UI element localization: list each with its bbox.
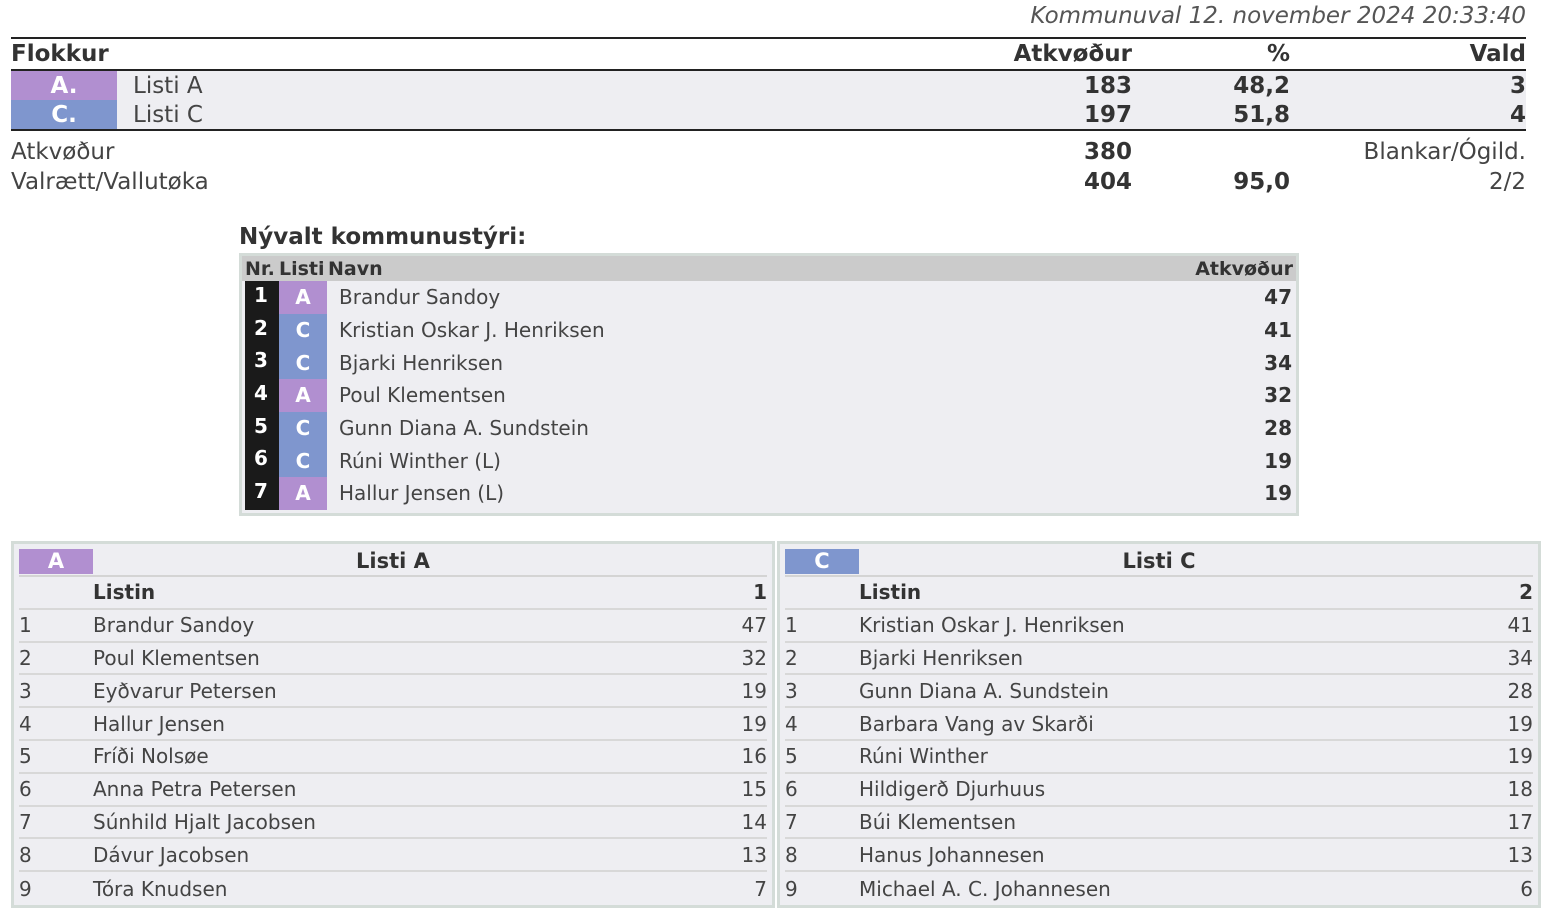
party-row-a [11, 71, 1526, 100]
council-header-name: Navn [328, 257, 383, 280]
candidate-votes: 13 [741, 842, 767, 867]
party-name-a: Listi A [133, 72, 203, 99]
council-row [242, 281, 1296, 314]
council-member-list-badge: A [279, 281, 327, 314]
candidate-votes: 7 [754, 876, 767, 901]
candidate-rank: 6 [19, 777, 32, 802]
total-votes-row [11, 137, 1526, 167]
list-badge: C [785, 549, 859, 574]
council-member-list-badge: C [279, 346, 327, 379]
candidate-votes: 28 [1507, 678, 1533, 703]
party-seats-c: 4 [1509, 101, 1526, 128]
election-timestamp: Kommunuval 12. november 2024 20:33:40 [1030, 3, 1526, 29]
candidate-row [785, 774, 1533, 807]
council-member-nr: 5 [245, 412, 279, 445]
candidate-votes: 41 [1507, 613, 1533, 638]
candidate-votes: 47 [741, 613, 767, 638]
turnout-row [11, 167, 1526, 197]
candidate-row [785, 708, 1533, 741]
candidate-name: Eyðvarur Petersen [93, 678, 277, 703]
candidate-rank: 9 [19, 876, 32, 901]
candidate-name: Tóra Knudsen [93, 876, 228, 901]
results-summary-table [11, 37, 1526, 197]
list-votes-row [785, 577, 1533, 610]
candidate-votes: 19 [741, 711, 767, 736]
candidate-name: Hallur Jensen [93, 711, 225, 736]
council-member-votes: 47 [1264, 285, 1292, 310]
candidate-list-c [777, 541, 1541, 908]
list-title: Listi C [1122, 549, 1196, 573]
header-votes: Atkvøður [1013, 41, 1132, 67]
list-votes-label: Listin [93, 580, 156, 605]
candidate-rank: 8 [785, 842, 798, 867]
council-member-votes: 32 [1264, 383, 1292, 408]
candidate-votes: 32 [741, 645, 767, 670]
candidate-row [785, 741, 1533, 774]
list-badge: A [19, 549, 93, 574]
party-seats-a: 3 [1509, 72, 1526, 99]
candidate-votes: 19 [1507, 711, 1533, 736]
party-row-c [11, 100, 1526, 129]
candidate-row [785, 872, 1533, 905]
council-member-list-badge: A [279, 477, 327, 510]
council-row [242, 379, 1296, 412]
council-row [242, 346, 1296, 379]
candidate-row [785, 839, 1533, 872]
party-badge-c: C. [11, 100, 117, 129]
candidate-row [19, 839, 767, 872]
council-member-name: Gunn Diana A. Sundstein [339, 416, 589, 441]
council-member-name: Poul Klementsen [339, 383, 506, 408]
council-member-nr: 3 [245, 346, 279, 379]
list-header [19, 547, 767, 577]
candidate-row [19, 643, 767, 676]
candidate-row [785, 675, 1533, 708]
candidate-votes: 17 [1507, 809, 1533, 834]
council-member-nr: 4 [245, 379, 279, 412]
council-table [239, 253, 1299, 516]
party-votes-a: 183 [1083, 72, 1132, 99]
council-member-list-badge: C [279, 412, 327, 445]
council-member-name: Brandur Sandoy [339, 285, 501, 310]
candidate-rank: 1 [785, 613, 798, 638]
candidate-rank: 6 [785, 777, 798, 802]
list-votes-value: 1 [753, 580, 767, 605]
candidate-rank: 7 [19, 809, 32, 834]
council-member-nr: 1 [245, 281, 279, 314]
candidate-row [19, 807, 767, 840]
candidate-row [785, 807, 1533, 840]
candidate-name: Kristian Oskar J. Henriksen [859, 613, 1125, 638]
turnout-percent: 95,0 [1233, 169, 1290, 195]
party-badge-a: A. [11, 71, 117, 100]
candidate-row [19, 708, 767, 741]
candidate-votes: 34 [1507, 645, 1533, 670]
candidate-votes: 15 [741, 777, 767, 802]
candidate-row [19, 610, 767, 643]
candidate-votes: 13 [1507, 842, 1533, 867]
candidate-rank: 2 [19, 645, 32, 670]
list-header [785, 547, 1533, 577]
council-member-votes: 34 [1264, 350, 1292, 375]
candidate-name: Búi Klementsen [859, 809, 1016, 834]
candidate-name: Hildigerð Djurhuus [859, 777, 1046, 802]
candidate-votes: 16 [741, 744, 767, 769]
candidate-name: Fríði Nolsøe [93, 744, 209, 769]
candidate-rank: 7 [785, 809, 798, 834]
list-votes-value: 2 [1519, 580, 1533, 605]
candidate-rank: 5 [19, 744, 32, 769]
candidate-rank: 3 [19, 678, 32, 703]
candidate-name: Michael A. C. Johannesen [859, 876, 1111, 901]
party-percent-a: 48,2 [1233, 72, 1290, 99]
candidate-rank: 4 [785, 711, 798, 736]
list-title: Listi A [356, 549, 430, 573]
council-row [242, 314, 1296, 347]
candidate-votes: 19 [1507, 744, 1533, 769]
party-votes-c: 197 [1083, 101, 1132, 128]
candidate-row [19, 675, 767, 708]
candidate-row [19, 741, 767, 774]
council-member-nr: 6 [245, 444, 279, 477]
council-member-nr: 2 [245, 314, 279, 347]
list-votes-label: Listin [859, 580, 922, 605]
candidate-rank: 2 [785, 645, 798, 670]
candidate-votes: 18 [1507, 777, 1533, 802]
candidate-lists [11, 541, 1541, 908]
council-member-list-badge: C [279, 314, 327, 347]
list-votes-row [19, 577, 767, 610]
candidate-name: Súnhild Hjalt Jacobsen [93, 809, 316, 834]
candidate-name: Hanus Johannesen [859, 842, 1045, 867]
candidate-row [19, 872, 767, 905]
council-member-votes: 41 [1264, 318, 1292, 343]
candidate-name: Anna Petra Petersen [93, 777, 297, 802]
candidate-name: Barbara Vang av Skarði [859, 711, 1094, 736]
council-member-votes: 19 [1264, 481, 1292, 506]
total-votes-label: Atkvøður [11, 139, 115, 165]
council-member-name: Rúni Winther (L) [339, 448, 501, 473]
council-member-name: Bjarki Henriksen [339, 350, 504, 375]
council-header-nr: Nr. [245, 257, 275, 280]
candidate-list-a [11, 541, 775, 908]
candidate-rank: 5 [785, 744, 798, 769]
council-member-list-badge: C [279, 444, 327, 477]
candidate-rank: 8 [19, 842, 32, 867]
candidate-name: Poul Klementsen [93, 645, 260, 670]
council-header-list: Listi [279, 257, 325, 280]
council-header-row [242, 256, 1296, 281]
candidate-name: Dávur Jacobsen [93, 842, 250, 867]
party-rows [11, 71, 1526, 131]
candidate-rank: 4 [19, 711, 32, 736]
party-name-c: Listi C [133, 101, 203, 128]
candidate-rank: 3 [785, 678, 798, 703]
candidate-row [785, 610, 1533, 643]
council-header-votes: Atkvøður [1195, 257, 1293, 280]
council-row [242, 444, 1296, 477]
council-member-list-badge: A [279, 379, 327, 412]
council-member-votes: 28 [1264, 416, 1292, 441]
candidate-name: Gunn Diana A. Sundstein [859, 678, 1109, 703]
header-party: Flokkur [11, 41, 109, 67]
candidate-votes: 6 [1520, 876, 1533, 901]
party-percent-c: 51,8 [1233, 101, 1290, 128]
council-member-nr: 7 [245, 477, 279, 510]
candidate-name: Rúni Winther [859, 744, 988, 769]
candidate-rank: 9 [785, 876, 798, 901]
candidate-name: Brandur Sandoy [93, 613, 255, 638]
blank-invalid-value: 2/2 [1488, 169, 1526, 195]
candidate-rank: 1 [19, 613, 32, 638]
candidate-name: Bjarki Henriksen [859, 645, 1024, 670]
council-row [242, 412, 1296, 445]
header-seats: Vald [1469, 41, 1526, 67]
council-member-name: Hallur Jensen (L) [339, 481, 505, 506]
blank-invalid-label: Blankar/Ógild. [1363, 139, 1526, 165]
council-row [242, 477, 1296, 510]
turnout-label: Valrætt/Vallutøka [11, 169, 209, 195]
candidate-votes: 14 [741, 809, 767, 834]
eligible-voters-value: 404 [1083, 169, 1132, 195]
candidate-votes: 19 [741, 678, 767, 703]
candidate-row [19, 774, 767, 807]
candidate-row [785, 643, 1533, 676]
council-title: Nývalt kommunustýri: [239, 224, 527, 250]
summary-header-row [11, 39, 1526, 71]
council-member-name: Kristian Oskar J. Henriksen [339, 318, 605, 343]
total-votes-value: 380 [1083, 139, 1132, 165]
council-member-votes: 19 [1264, 448, 1292, 473]
header-percent: % [1266, 41, 1290, 67]
